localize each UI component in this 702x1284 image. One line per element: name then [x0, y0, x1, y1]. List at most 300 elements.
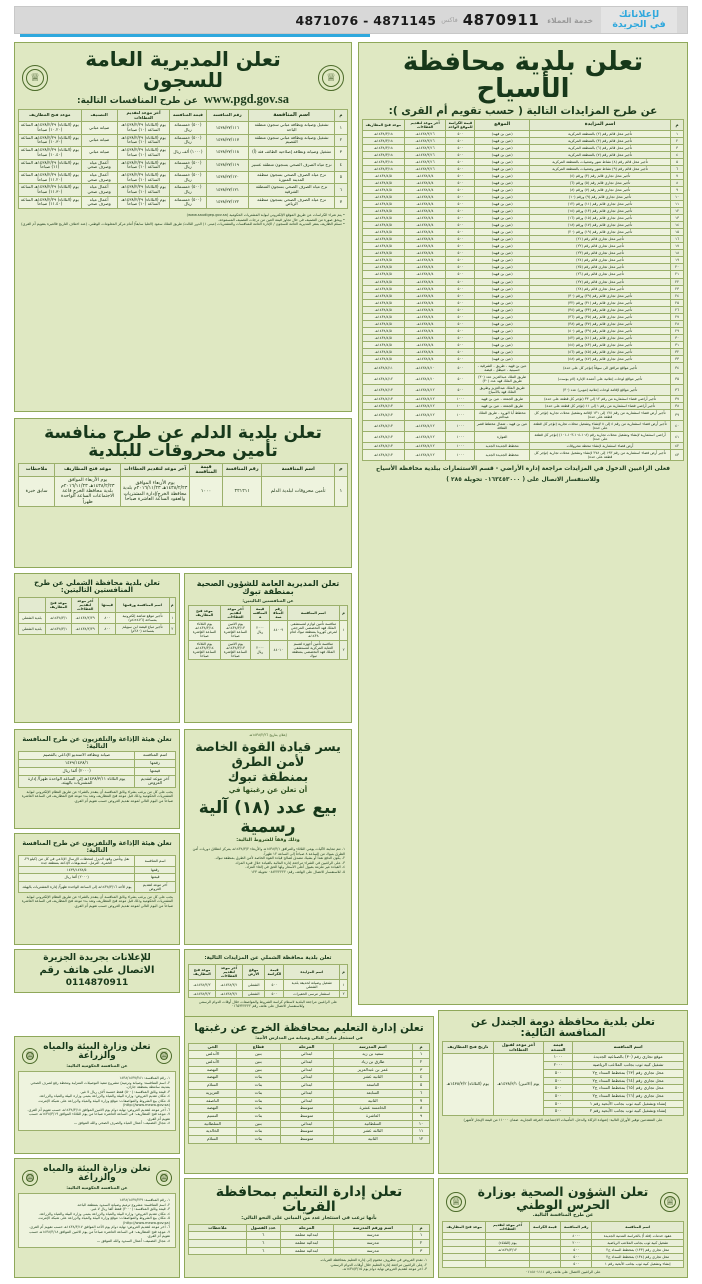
table-cell: يوم (الثلاثاء) ١٤٣٨/٢/٢٩هـ الساعة (١٠) صباحاً [117, 196, 170, 208]
table-row [19, 612, 176, 623]
table-cell: ابتدائي [280, 1066, 333, 1074]
note-line: ٤- مكان تقديم العروض: وزارة البيئة والمياه والزراعة بمبنى وزارة البيئة والمياه والزراعة. [38, 1094, 170, 1099]
table-cell: ١٤٣٨/٣٧/١٢٢ [206, 196, 249, 208]
table-row [19, 122, 348, 134]
table-cell: تأجير محل قائم رقم (٩) نشاط تمور وشعبيات بالمنطقة المركزية [529, 166, 670, 173]
table-cell: تأجير محل تجاري قائم رقم (١٩) ورقم (٢٠) [529, 229, 670, 236]
radio-tv-2-note: يجب على كل من يرغب بشراء وثائق المنافسة أن يتقدم بالشراء عن طريق النظام الإلكتروني لبوابة المشتريات الحكومية وذلك قبل موعد فتح المظاريف وتعد بدء موعد فتح المظاريف في الساعة العاشرة صباحاً من اليوم التالي لموعد تقديم العروض حسب تقويم أم القرى. [21, 894, 173, 908]
table-row [363, 402, 684, 409]
table-cell: بنات [237, 1089, 280, 1097]
tabuk-health-box [184, 573, 352, 723]
ad-logo-line1: لإعلاناتك [618, 8, 660, 20]
th: الموقع [475, 120, 530, 131]
prisons-note-3: • تسلم الظاريف بمقر المديرية العامة للسجون / الإدارة العامة للمنافسات والمشتريات (مبنى ١) الدور الثالث/ طريق الملك سعود (العليا سابقاً) أمام مركز المعلومات الوطني. (عند اختلاف التاريخ فالعبرة بتقويم أم القرى) [21, 222, 345, 227]
table-cell: السلام [189, 1082, 237, 1090]
table-cell: استثمار مرسى الحفيرات [284, 990, 340, 997]
table-cell: (١٠٠٠) ألف ريال [170, 147, 206, 159]
table-cell: ٥٠٠ [446, 250, 475, 257]
table-cell: ٥٠٠ [446, 131, 475, 138]
table-cell: ١٤٣٨/٤/٤هـ [404, 257, 446, 264]
table-row [363, 271, 684, 278]
table-cell: مدرسة [333, 1232, 413, 1240]
table-row [363, 327, 684, 334]
table-cell: تشغيل كبية ثوب بجانب الملاعب الرياضية [592, 1239, 684, 1246]
table-cell: ١٤٣٨/٤/٤هـ [404, 278, 446, 285]
table-cell: ١٤٣٨/٤/٤هـ [404, 208, 446, 215]
table-cell: ١٠٠٠ [446, 442, 475, 449]
table-cell: طريق الجمعة - عين بن فهيد [475, 402, 530, 409]
table-cell: ٨٠٠ [99, 612, 116, 623]
table-row [189, 1240, 430, 1248]
table-cell: ٥٠٠ [544, 1108, 573, 1116]
table-cell: (عين بن فهيد) [475, 187, 530, 194]
env-water-2-body [18, 1193, 176, 1248]
table-row [19, 767, 176, 775]
table-cell: ٦ [671, 166, 684, 173]
table-cell: ١ [340, 621, 348, 640]
table-cell: (٥٠٠) خمسمائة ريال [170, 196, 206, 208]
note-line: ١- تقدم العروض في مظروف مختوم إلى إدارة التعليم بمحافظة القريات. [319, 1258, 427, 1263]
table-cell: ١٤٣٨/٤/٤هـ [404, 250, 446, 257]
table-row [189, 1051, 430, 1059]
table-cell: تأجير محل قائم رقم (٢) بالمنطقة المركزية [529, 131, 670, 138]
table-cell: ١٤٣٨/٤/٥هـ [363, 299, 405, 306]
th: قيمة النسخة [544, 1042, 573, 1054]
shamli-table [18, 597, 176, 635]
table-cell: السلطانية [333, 1120, 413, 1128]
table-cell: تأجير محل تجاري قائم رقم (٢٣) [529, 250, 670, 257]
table-cell: يوم (الثلاثاء) ١٤٣٨/٢/٢٩هـ الساعة (١١.٢٠) صباحاً [19, 171, 82, 183]
table-cell: يوم الثلاثاء ١٤٣٨/٣/١٤هـ الساعة العاشرة صباحاً [189, 640, 221, 659]
prisons-website[interactable]: www.pgd.gov.sa [203, 92, 289, 106]
table-cell: بلدية الشملي [19, 623, 46, 634]
table-cell: (٥٠٠) خمسمائة ريال [170, 134, 206, 146]
dawmat-header [442, 1014, 684, 1041]
radio-tv-box-2 [14, 833, 180, 945]
table-cell: بنات [237, 1082, 280, 1090]
th: التصنيف [81, 109, 117, 121]
table-cell: تأجير محل تجاري قائم رقم (٣١) ورقم (٣٢) [529, 299, 670, 306]
table-row [363, 264, 684, 271]
emblem-icon-2 [22, 65, 48, 91]
kharj-edu-subtitle: في استئجار مباني للتالي وصيانة من المدارس الآتية: [255, 1035, 363, 1041]
table-cell: ابتدائي [280, 1082, 333, 1090]
table-cell: عقود خدمات (فئة أ) بالحراسة المدنية الجديدة [592, 1232, 684, 1239]
table-cell: أعمال مياه وصرف صحي [81, 196, 117, 208]
table-cell: آخر موعد لتقديم العروض [135, 775, 176, 787]
table-cell: ١٤٣٨/٤/٥هـ [363, 215, 405, 222]
th: م [340, 964, 348, 979]
tabuk-health-table [188, 605, 348, 659]
table-cell: السلطانية [189, 1120, 237, 1128]
th: المرحلة [280, 1224, 333, 1232]
table-row [363, 449, 684, 460]
jazira-phone[interactable]: 0114870911 [65, 978, 129, 988]
radio-tv-2-header [18, 837, 176, 855]
table-row [363, 208, 684, 215]
table-cell: (عين بن فهيد) [475, 285, 530, 292]
table-cell: تأجير محل تجاري قائم رقم (٩) ورقم (١٠) [529, 194, 670, 201]
prisons-ad-box [14, 42, 352, 412]
table-cell: (٢٠٠٠) ألفا ريال [19, 767, 135, 775]
dawmat-close-date: يوم (الاثنين) ١٤٣٨/٣/١هـ [493, 1054, 544, 1116]
note-line: ٢- يكون الدفع نقداً أو بشيك مصدق لصالح قيادة القوة الخاصة لأمن الطرق بمنطقة تبوك. [214, 856, 345, 861]
table-cell: (عين بن فهيد) [475, 173, 530, 180]
table-cell: ٥٠٠ [446, 208, 475, 215]
th: اسم ورقم المدرسة [333, 1224, 413, 1232]
table-cell: ١٤٣٨/٤/٥هـ [363, 355, 405, 362]
table-cell: يوم (الثلاثاء) ١٤٣٨/٢/٢٩هـ الساعة (١١) صباحاً [19, 159, 82, 171]
table-cell: ١٤٣٨/٤/١٣هـ [363, 384, 405, 395]
table-cell: ٥٠٠ [561, 1260, 592, 1267]
table-cell: ٥٠٠ [265, 979, 284, 990]
qurayyat-edu-table [188, 1224, 430, 1256]
tabuk-health-table-body [189, 621, 348, 659]
qurayyat-edu-table-body [189, 1232, 430, 1255]
table-cell: ٥٠٠ [446, 278, 475, 285]
table-cell: صيانة ونظافة الاستديو الإذاعي بالقصيم [19, 752, 135, 760]
table-cell: يوم (الثلاثاء) ١٤٣٨/٢/٢٩هـ الساعة (١٠) صباحاً [117, 159, 170, 171]
national-guard-table [442, 1221, 684, 1268]
th: م [340, 606, 348, 621]
tabuk-health-subtitle: عن المنافستين التاليتين: [242, 597, 294, 603]
table-row [363, 334, 684, 341]
table-cell: ١٤٣٨/٣/١هـ [216, 979, 243, 990]
th: موعد فتح المظاريف [189, 964, 216, 979]
table-cell: ١٤٣٨/٣/٢هـ [189, 979, 216, 990]
main-phone-number: 4870911 [462, 11, 540, 29]
ad-logo-line2: في الجريدة [612, 19, 666, 30]
table-row [189, 1112, 430, 1120]
table-cell: آخر موعد لتقديم العروض [135, 881, 176, 892]
table-cell: ١ [340, 979, 348, 990]
table-cell: متوسط [280, 1128, 333, 1136]
table-cell: إنشاء وتشغيل كبية ثوب بجانب الأبحية رقم ١ [573, 1100, 684, 1108]
fax-label: فاكس [441, 16, 458, 24]
note-line: ٤- القيادة غير ملزمة بقبول أعلى الأسعار ولها الحق في إلغاء المزاد. [245, 865, 345, 870]
table-row [363, 348, 684, 355]
table-cell: تأجير محل تجاري قائم رقم (٢١) [529, 236, 670, 243]
table-cell: ابتدائي [280, 1120, 333, 1128]
table-cell: تأجير أرض فضاء استثمارية من رقم ٤ إلى ٨ لإنشاء وتشغيل محلات تجارية (تؤجر كل قطعة على حدة) [529, 420, 670, 431]
table-cell: (عين بن فهيد) [475, 271, 530, 278]
table-cell: تأجير محل تجاري قائم رقم (٢٨) [529, 285, 670, 292]
radio-tv-2-table [18, 855, 176, 892]
table-cell: ١٥ [671, 229, 684, 236]
note-line: ٦- آخر موعد لتقديم العروض: نهاية دوام يوم الأحد الموافق ١٤٣٨/٣/١٧هـ حسب تقويم أم القرى. [29, 1225, 170, 1230]
th: تاريخ فتح المظاريف [443, 1042, 494, 1054]
table-cell: ٥٠٠ [446, 166, 475, 173]
table-cell: ٣٠ [671, 334, 684, 341]
table-row [443, 1260, 684, 1267]
qurayyat-edu-subtitle: بأنها ترغب في استئجار عدد من المباني على النحو التالي: [241, 1216, 377, 1222]
table-cell: ١٤٣٨/٤/٤هـ [404, 299, 446, 306]
table-cell: النهضة [189, 1066, 237, 1074]
jazira-line2: الاتصال على هاتف رقم [39, 965, 155, 976]
table-cell: ١٠٠٠ [446, 431, 475, 442]
table-cell: عمر بن عبدالعزيز [333, 1066, 413, 1074]
table-cell: مخطط أبا الورود - طريق الملك عبدالعزيز [475, 409, 530, 420]
note-line: ٨- مجال التصنيف: أعمال المياه والصرف الصحي والله الموفق ،،، [73, 1121, 170, 1126]
table-row [443, 1054, 684, 1062]
kharj-edu-table-body [189, 1051, 430, 1143]
table-cell [529, 1253, 560, 1260]
th: اسم المنافسة [573, 1042, 684, 1054]
env-water-1-header [18, 1040, 176, 1070]
table-cell: ١٤٣٨/٣/١هـ [45, 612, 72, 623]
table-cell: العزيزية [189, 1089, 237, 1097]
table-cell: ١٤٣٨/٤/٤هـ [404, 341, 446, 348]
table-cell: طارق بن زياد [333, 1059, 413, 1067]
tabuk-health-title: تعلن المديرية العامة للشؤون الصحية بمنطقة تبوك [196, 579, 340, 597]
table-cell: ١ [334, 477, 347, 507]
table-cell: ٥٠٠ [446, 334, 475, 341]
table-cell: تأجير محل تجاري قائم رقم (٢٤) [529, 257, 670, 264]
table-cell: (عين بن فهيد) [475, 264, 530, 271]
table-cell: ١٤٣٨/٤/٥هـ [363, 313, 405, 320]
table-row [19, 159, 348, 171]
table-cell: ١٤٣٨/٤/٥هـ [363, 236, 405, 243]
th: آخر موعد لتقديم العطاءات [216, 964, 243, 979]
th: موقع الأرض [243, 964, 265, 979]
table-cell: بلدية الشملي [19, 612, 46, 623]
table-cell: ١٤٣٨/٣/١٨هـ [363, 166, 405, 173]
table-cell: بنين [237, 1059, 280, 1067]
table-cell: ١٤٣٨/٤/٥هـ [363, 285, 405, 292]
table-cell: ابتدائية معلمة [280, 1232, 333, 1240]
table-cell: موقع تجاري رقم (٣٠) بالصناعية الجديدة [573, 1054, 684, 1062]
th: آخر موعد لقبول العطاءات [493, 1042, 544, 1054]
table-cell: (عين بن فهيد) [475, 313, 530, 320]
table-row [19, 881, 176, 892]
table-cell: سعيد بن زيد [333, 1051, 413, 1059]
table-cell: يوم (الثلاثاء) ١٤٣٨/٢/٢٩هـ الساعة (١١.٤٠) صباحاً [19, 196, 82, 208]
table-cell: ٣ [413, 1066, 430, 1074]
table-cell: تأجير محل تجاري قائم رقم (٤٣) ورقم (٤٤) [529, 341, 670, 348]
table-cell: (عين بن فهيد) [475, 180, 530, 187]
th: آخر موعد لتقديم العطاءات [121, 463, 190, 477]
radio-tv-2-title: تعلن هيئة الإذاعة والتلفزيون عن طرح المنافسة التالية: [22, 839, 172, 854]
jazira-contact-box [14, 949, 180, 993]
roads-force-line1: يسر قيادة القوة الخاصة لأمن الطرق [195, 739, 341, 769]
table-cell: يوم الثلاثاء ١٤٣٨/٣/١١هـ إلى الساعة الواحدة ظهراً/ إدارة المشتريات بالهيئة. [19, 775, 135, 787]
env-water-2-lines [21, 1196, 173, 1245]
th: قيمة الكراسة [529, 1221, 560, 1232]
th: م [413, 1043, 430, 1051]
table-cell: ١٤٣٨/٤/١١هـ [363, 362, 405, 373]
table-cell: ٥٠٠ [446, 348, 475, 355]
table-cell: الشملي [243, 990, 265, 997]
th: اسم المزايدة [529, 120, 670, 131]
table-row [363, 442, 684, 449]
table-cell: تأجير محل تجاري قائم رقم (١١) ورقم (١٢) [529, 201, 670, 208]
note-line: ٢- اسم المنافسة: وصيانة وترميم/ مشروع تنفيذ التوصيلات المنزلية ومحطة رفع لصرف الصحي بمدينة سامطة بمنطقة جازان. [30, 1080, 170, 1090]
dawmat-title: تعلن بلدية محافظة دومة الجندل عن المنافسة التالية: [471, 1016, 655, 1040]
table-cell: (٥٠٠) خمسمائة ريال [170, 159, 206, 171]
table-row [363, 278, 684, 285]
table-cell: اسم المنافسة [135, 856, 176, 867]
table-cell: ١٤٣٨/٣/١٢هـ [486, 1246, 529, 1253]
table-cell: ١٤٣٨/٤/٤هـ [404, 201, 446, 208]
roads-force-conditions-title: وذلك وفقاً للشروط التالية: [236, 838, 300, 844]
table-row [363, 384, 684, 395]
th: موعد فتح المظاريف [363, 120, 405, 131]
table-row [363, 285, 684, 292]
table-cell: ٥٠٠ [446, 320, 475, 327]
table-cell: بنات [237, 1074, 280, 1082]
table-cell: ١٤٣٨/٤/١٣هـ [363, 449, 405, 460]
table-cell: ١٤٣٨/٣٧/١٢٠ [206, 171, 249, 183]
table-row [189, 1136, 430, 1144]
env-water-2-subtitle: عن المنافسة الحكومية التالية: [66, 1184, 128, 1190]
table-cell: نزح مياه الصرف الصحي بسجون منطقة عسير [249, 159, 335, 171]
table-cell: (عين بن فهيد) [475, 355, 530, 362]
table-cell: تشغيل وصيانة لحديقة بلدية الشملي [284, 979, 340, 990]
env-water-1-title: تعلن وزارة البيئة والمياه والزراعة [43, 1042, 151, 1062]
table-cell: ١٤٣٨/٤/٤هـ [404, 355, 446, 362]
table-cell: بنات [237, 1105, 280, 1113]
table-cell: ٢ [413, 1240, 430, 1248]
table-cell: صيانة مباني [81, 147, 117, 159]
table-cell: ١٤٣٨/٣/١٦هـ [404, 166, 446, 173]
table-row [19, 760, 176, 768]
dalam-title: تعلن بلدية الدلم عن طرح منافسة تأمين محروقات للبلدية [44, 423, 322, 461]
asyah-table [362, 119, 684, 461]
radio-tv-1-table [18, 751, 176, 788]
table-cell: يوم (الثلاثاء) ١٤٣٨/٢/٢٩هـ الساعة (١٠) صباحاً [117, 134, 170, 146]
table-cell: (عين بن فهيد) [475, 194, 530, 201]
table-cell: ١٤٣٨/٣/١٦هـ [404, 138, 446, 145]
table-cell [529, 1260, 560, 1267]
dalam-table-header [19, 463, 348, 477]
th: اسم المنافسة [249, 109, 335, 121]
table-cell: ١٤٣٨/٤/٥هـ [363, 334, 405, 341]
table-cell: ١٤٣٨/٤/١٣هـ [363, 395, 405, 402]
table-cell: ١٤٣٨/٤/٥هـ [363, 327, 405, 334]
table-row [189, 1066, 430, 1074]
table-cell: ٤ [334, 159, 347, 171]
asyah-footer-2: وللاستفسار الاتصال على ( ٠١٦٣٤٥٣٠٠٠ تحويلة ٢٨٥ ) [446, 477, 600, 484]
table-cell: تشغيل وصيانة ونظافة مباني سجون منطقة الباحة [249, 122, 335, 134]
table-cell: ١٤٣٨/٤/٥هـ [363, 341, 405, 348]
roads-force-line2: بمنطقة تبوك [227, 769, 309, 784]
table-cell: ١٤٣٨/٤/١٢هـ [404, 409, 446, 420]
table-row [363, 194, 684, 201]
table-cell: ١٤٣٨/٤/١٢هـ [363, 373, 405, 384]
table-row [363, 229, 684, 236]
table-cell: ابتدائية معلمة [280, 1240, 333, 1248]
table-cell: صيانة مباني [81, 122, 117, 134]
table-cell: ٥٠٠ [544, 1077, 573, 1085]
table-cell: محل تجاري رقم (١٣٣) بمخطط السداد ج٢ [592, 1246, 684, 1253]
env-water-1-subtitle: عن المنافسة الحكومية التالية: [66, 1062, 128, 1068]
table-cell: ١٣ [671, 215, 684, 222]
table-cell: تأجير محل تجاري قائم رقم (٢٦) [529, 271, 670, 278]
table-cell: ١٤٣٨/٤/١٣هـ [363, 431, 405, 442]
table-cell: ١٤٣٨/٤/٥هـ [363, 180, 405, 187]
table-row [363, 166, 684, 173]
table-cell: ١٤٣٨/٤/١٢هـ [404, 384, 446, 395]
shamli-bids-title: تعلن بلدية محافظة الشملي عن المزايدات التالية: [204, 955, 332, 961]
prisons-header [18, 46, 348, 109]
table-row [363, 187, 684, 194]
table-cell: ١٤٣٨/٣/١٨هـ [363, 138, 405, 145]
note-line: ٢- على الراغبين مراجعة إدارة التعليم خلال أوقات الدوام الرسمي. [329, 1262, 427, 1267]
table-cell: ١٤٣٨/٣/١٨هـ [363, 152, 405, 159]
table-cell: ٥٠٠ [446, 236, 475, 243]
table-cell: ١٤٣٨/٤/٤هـ [404, 229, 446, 236]
table-row [363, 236, 684, 243]
table-cell: (عين بن فهيد) [475, 222, 530, 229]
table-cell: بنات [237, 1097, 280, 1105]
table-cell: ٢٩ [671, 327, 684, 334]
table-cell: أراضي استثمارية لإنشاء وتشغيل محلات تجارية رقم (١٠١،١٠٣،١٠٤،١٠٨) (تؤجر كل قطعة على حدة) [529, 431, 670, 442]
table-cell: ١٤٣٨/٤/١٢هـ [404, 395, 446, 402]
table-cell: ١٤٣٨/٤/٤هـ [404, 236, 446, 243]
table-cell: تأجير محل تجاري قائم رقم (٤٧) ورقم (٤٨) [529, 355, 670, 362]
table-cell: منافسة تأمين أجهزة لقسم العناية المركزية لمستشفى الملك فهد التخصصي بمنطقة تبوك [287, 640, 339, 659]
table-cell: ٥٠٠ [446, 201, 475, 208]
table-cell: (عين بن فهيد) [475, 159, 530, 166]
table-row [363, 299, 684, 306]
note-line: ٢- اسم المنافسة: مشروع ترميم وصيانة السدود بمنطقة الباحة. [76, 1202, 170, 1207]
table-cell: يوم (الثلاثاء) ١٤٣٨/٢/٢٩هـ الساعة (١٠.٢٠) صباحاً [19, 122, 82, 134]
table-cell: يوم (الثلاثاء) ١٤٣٨/٢/٢٩هـ الساعة (١٠.٣٠) صباحاً [19, 134, 82, 146]
table-cell: تأجير محل قائم رقم (٨) نشاط تمور وشعبيات بالمنطقة المركزية [529, 159, 670, 166]
table-cell: الثانية [333, 1097, 413, 1105]
table-cell: ١٤٣٨/٤/١٢هـ [404, 431, 446, 442]
table-cell: ٣٨ [671, 402, 684, 409]
table-row [363, 395, 684, 402]
note-line: ٣- قيمة وثائق المنافسة: (٢٠٠٠) فقط ألفا ريال لا غير. [90, 1207, 170, 1212]
table-cell: (عين بن فهيد) [475, 243, 530, 250]
table-cell: ١٠٠٠ [446, 449, 475, 460]
table-cell: أعمال مياه وصرف صحي [81, 159, 117, 171]
table-cell: (عين بن فهيد) [475, 229, 530, 236]
table-cell: ٢٧ [671, 313, 684, 320]
table-cell: ١٤٣٨/٤/٤هـ [404, 306, 446, 313]
table-cell: ١٠ [413, 1120, 430, 1128]
note-line: ٣- آخر موعد لتقديم العروض نهاية دوام يوم ١٤٣٨/٣/١٥هـ. [342, 1267, 427, 1272]
prisons-title: تعلن المديرية العامة للسجون [85, 47, 281, 92]
prisons-table-header [19, 109, 348, 121]
national-guard-footer: على الراغبين الاتصال على هاتف رقم ٠١١٤٨٠١١١١ [525, 1269, 601, 1274]
table-cell: نزح مياه الصرف الصحي بسجون منطقة المدينة المنورة [249, 171, 335, 183]
table-cell: ١٤٣٩/١٤٣٨/٥ [19, 867, 135, 874]
table-cell: تأجير مواقع لوحات إعلانية على أعمدة الإنارة (لام بوست) [529, 373, 670, 384]
table-cell [486, 1232, 529, 1239]
table-cell: ٢٢١٢١١ [223, 477, 262, 507]
th: رقم المنافسة [561, 1221, 592, 1232]
table-cell: ١ [413, 1232, 430, 1240]
table-cell: ٥٠٠ [544, 1085, 573, 1093]
table-row [363, 159, 684, 166]
table-cell: ٥٠٠ [446, 313, 475, 320]
th: آخر موعد لتقديم العطاءات [72, 597, 99, 612]
env-water-1-lines [21, 1074, 173, 1127]
table-row [19, 184, 348, 196]
table-cell: متوسط [280, 1112, 333, 1120]
table-row [363, 409, 684, 420]
banner-accent-rule [20, 34, 370, 37]
dawmat-table-body [443, 1054, 684, 1116]
dalam-table-body [19, 477, 348, 507]
table-cell: ٣٤ [671, 362, 684, 373]
table-cell: ١ [169, 612, 175, 623]
table-cell: ابتدائي [280, 1074, 333, 1082]
asyah-header [362, 46, 684, 119]
dalam-header [18, 422, 348, 463]
